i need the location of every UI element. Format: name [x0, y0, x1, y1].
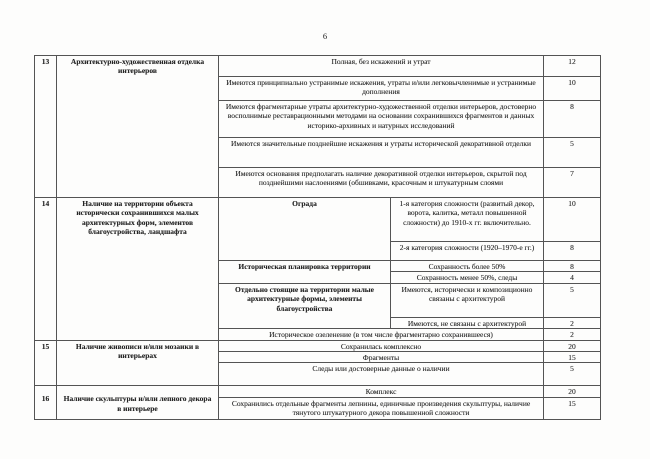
- condition-cell: 2-я категория сложности (1920–1970-е гг.): [391, 242, 544, 261]
- condition-cell: Историческое озеленение (в том числе фрагментарно сохранившееся): [219, 329, 544, 340]
- criterion-cell: Наличие скульптуры и/или лепного декора в интерьере: [57, 386, 219, 419]
- feature-cell: Отдельно стоящие на территории малые архитектурные формы, элементы благоустройства: [219, 283, 391, 328]
- condition-cell: Комплекс: [219, 386, 544, 397]
- condition-cell: Имеются, не связаны с архитектурой: [391, 317, 544, 328]
- score-cell: 5: [544, 363, 601, 386]
- row-number-cell: 16: [35, 386, 57, 419]
- score-cell: 8: [544, 101, 601, 138]
- condition-cell: Сохранились отдельные фрагменты лепнины, единичные произведения скульптуры, наличие тянутого штукатурного декора повышенной сложности: [219, 397, 544, 419]
- row-number-cell: 13: [35, 56, 57, 198]
- row-number-cell: 15: [35, 340, 57, 386]
- table-row: [35, 386, 601, 397]
- condition-cell: Сохранилась комплексно: [219, 340, 544, 351]
- criterion-cell: Наличие на территории объекта исторически сохранившихся малых архитектурных форм, элементов благоустройства, ландшафта: [57, 198, 219, 341]
- criterion-cell: Архитектурно-художественная отделка интерьеров: [57, 56, 219, 198]
- condition-cell: Сохранность более 50%: [391, 261, 544, 272]
- table-row: [35, 56, 601, 77]
- score-cell: 20: [544, 340, 601, 351]
- table-row: [35, 340, 601, 351]
- score-cell: 8: [544, 261, 601, 272]
- condition-cell: 1-я категория сложности (развитый декор, ворота, калитка, металл повышенной сложности) до 1910-х гг. включительно.: [391, 198, 544, 242]
- score-cell: 2: [544, 317, 601, 328]
- score-cell: 8: [544, 242, 601, 261]
- score-cell: 5: [544, 138, 601, 168]
- condition-cell: Фрагменты: [219, 352, 544, 363]
- score-cell: 15: [544, 352, 601, 363]
- page-number: 6: [322, 31, 328, 41]
- condition-cell: Сохранность менее 50%, следы: [391, 272, 544, 283]
- score-cell: 10: [544, 77, 601, 101]
- condition-cell: Имеются основания предполагать наличие декоративной отделки интерьеров, скрытой под позднейшими наслоениями (обшивками, красочным и штукатурным слоями: [219, 168, 544, 198]
- row-number-cell: 14: [35, 198, 57, 341]
- condition-cell: Имеются, исторически и композиционно связаны с архитектурой: [391, 283, 544, 317]
- score-cell: 7: [544, 168, 601, 198]
- score-cell: 4: [544, 272, 601, 283]
- score-cell: 12: [544, 56, 601, 77]
- feature-cell: Историческая планировка территории: [219, 261, 391, 284]
- condition-cell: Следы или достоверные данные о наличии: [219, 363, 544, 386]
- score-cell: 5: [544, 283, 601, 317]
- condition-cell: Полная, без искажений и утрат: [219, 56, 544, 77]
- criteria-score-table: [34, 55, 601, 420]
- score-cell: 2: [544, 329, 601, 340]
- table-row: [35, 198, 601, 242]
- condition-cell: Имеются фрагментарные утраты архитектурно-художественной отделки интерьеров, достоверно восполнимые реставрационными методами на основании сохранившихся фрагментов и данных историко-архивных и натурных исследований: [219, 101, 544, 138]
- criterion-cell: Наличие живописи и/или мозаики в интерьерах: [57, 340, 219, 386]
- score-cell: 20: [544, 386, 601, 397]
- condition-cell: Имеются значительные позднейшие искажения и утраты исторической декоративной отделки: [219, 138, 544, 168]
- score-cell: 15: [544, 397, 601, 419]
- condition-cell: Имеются принципиально устранимые искажения, утраты и/или легковычленимые и устранимые дополнения: [219, 77, 544, 101]
- feature-cell: Ограда: [219, 198, 391, 261]
- score-cell: 10: [544, 198, 601, 242]
